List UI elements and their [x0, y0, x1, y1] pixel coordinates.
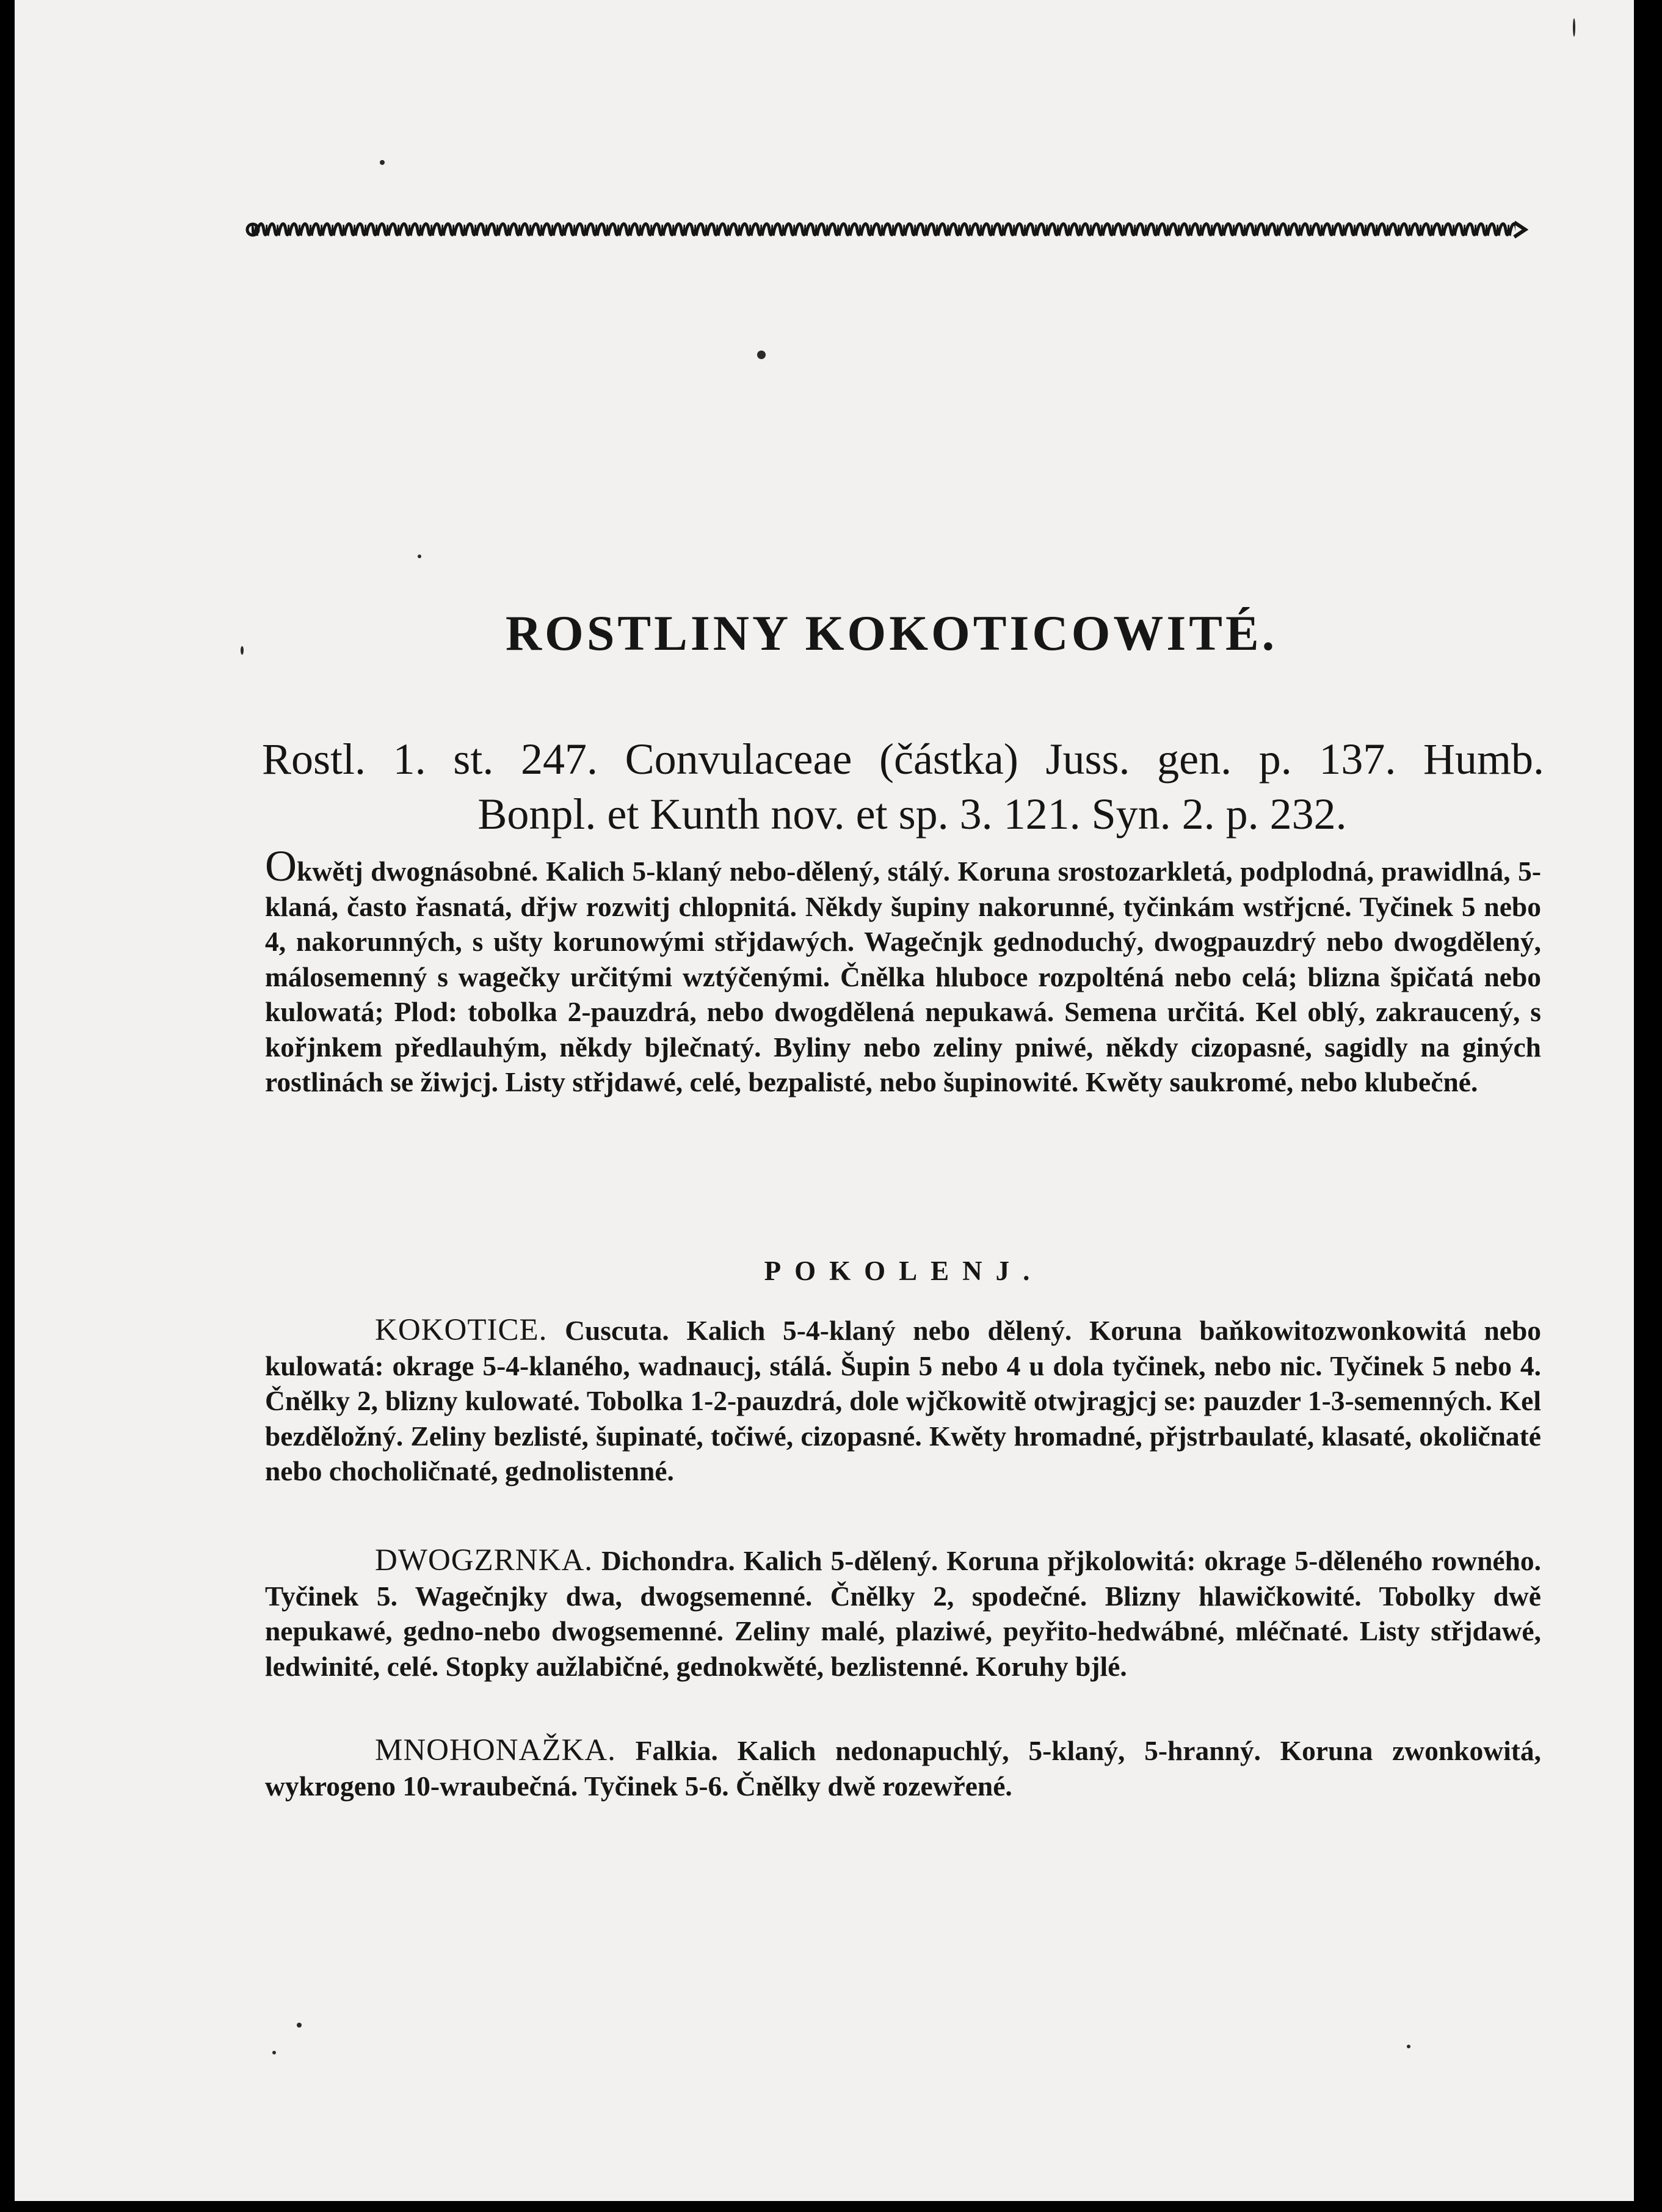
paper-speck	[297, 2023, 302, 2028]
genus-description: Dichondra. Kalich 5-dělený. Koruna přjkolowitá: okrage 5-děleného rowného. Tyčinek 5. Wagečnjky dwa, dwogsemenné. Čnělky 2, spodečné. Blizny hlawičkowité. Tobolky dwě nepukawé, gedno-nebo dwogsemenné. Zeliny malé, plaziwé, peyřito-hedwábné, mléčnaté. Listy střjdawé, ledwinité, celé. Stopky aužlabičné, gednokwěté, bezlistenné. Koruhy bjlé.	[265, 1545, 1541, 1682]
paper-speck	[241, 646, 244, 655]
paper-speck	[418, 555, 421, 558]
reference-line-2: Bonpl. et Kunth nov. et sp. 3. 121. Syn. 2. p. 232.	[477, 790, 1347, 839]
decorative-rule	[245, 217, 1529, 242]
genus-entry-kokotice	[265, 1313, 1541, 1489]
genus-description: Cuscuta. Kalich 5-4-klaný nebo dělený. Koruna baňkowitozwonkowitá nebo kulowatá: okrage 5-4-klaného, wadnaucj, stálá. Šupin 5 nebo 4 u dola tyčinek, nebo nic. Tyčinek 5 nebo 4. Čnělky 2, blizny kulowaté. Tobolka 1-2-pauzdrá, dole wjčkowitě otwjragjcj se: pauzder 1-3-semenných. Kel bezděložný. Zeliny bezlisté, šupinaté, točiwé, cizopasné. Kwěty hromadné, přjstrbaulaté, klasaté, okoličnaté nebo chocholičnaté, gednolistenné.	[265, 1315, 1542, 1486]
paper-speck	[1573, 18, 1575, 37]
genus-entry-mnohonazka	[265, 1733, 1541, 1803]
intro-paragraph	[265, 842, 1541, 1100]
paper-speck	[272, 2051, 276, 2054]
genus-description: Falkia. Kalich nedonapuchlý, 5-klaný, 5-hranný. Koruna zwonkowitá, wykrogeno 10-wraubečná. Tyčinek 5-6. Čnělky dwě rozewřené.	[265, 1735, 1542, 1802]
reference-line-1: Rostl. 1. st. 247. Convulaceae (částka) Juss. gen. p. 137. Humb.	[262, 735, 1544, 784]
intro-text: kwětj dwognásobné. Kalich 5-klaný nebo-dělený, stálý. Koruna srostozarkletá, podplodná, prawidlná, 5-klaná, často řasnatá, dřjw rozwitj chlopnitá. Někdy šupiny nakorunné, tyčinkám wstřjcné. Tyčinek 5 nebo 4, nakorunných, s ušty korunowými střjdawých. Wagečnjk gednoduchý, dwogpauzdrý nebo dwogdělený, málosemenný s wagečky určitými wztýčenými. Čnělka hluboce rozpolténá nebo celá; blizna špičatá nebo kulowatá; Plod: tobolka 2-pauzdrá, nebo dwogdělená nepukawá. Semena určitá. Kel oblý, zakraucený, s kořjnkem předlauhým, někdy bjlečnatý. Byliny nebo zeliny pniwé, někdy cizopasné, sagidly na giných rostlinách se žiwjcj. Listy střjdawé, celé, bezpalisté, nebo šupinowité. Kwěty saukromé, nebo klubečné.	[265, 856, 1541, 1097]
drop-cap: O	[265, 842, 297, 890]
genus-name: MNOHONAŽKA.	[375, 1733, 616, 1767]
paper-speck	[1407, 2045, 1410, 2048]
paper-speck	[380, 160, 385, 165]
genus-entry-dwogzrnka	[265, 1543, 1541, 1684]
genus-name: KOKOTICE.	[375, 1313, 548, 1347]
page-title: ROSTLINY KOKOTICOWITÉ.	[505, 605, 1278, 661]
paper-speck	[757, 351, 766, 359]
scanned-page	[15, 0, 1634, 2201]
section-heading: POKOLENJ.	[764, 1256, 1043, 1286]
genus-name: DWOGZRNKA.	[375, 1543, 593, 1577]
